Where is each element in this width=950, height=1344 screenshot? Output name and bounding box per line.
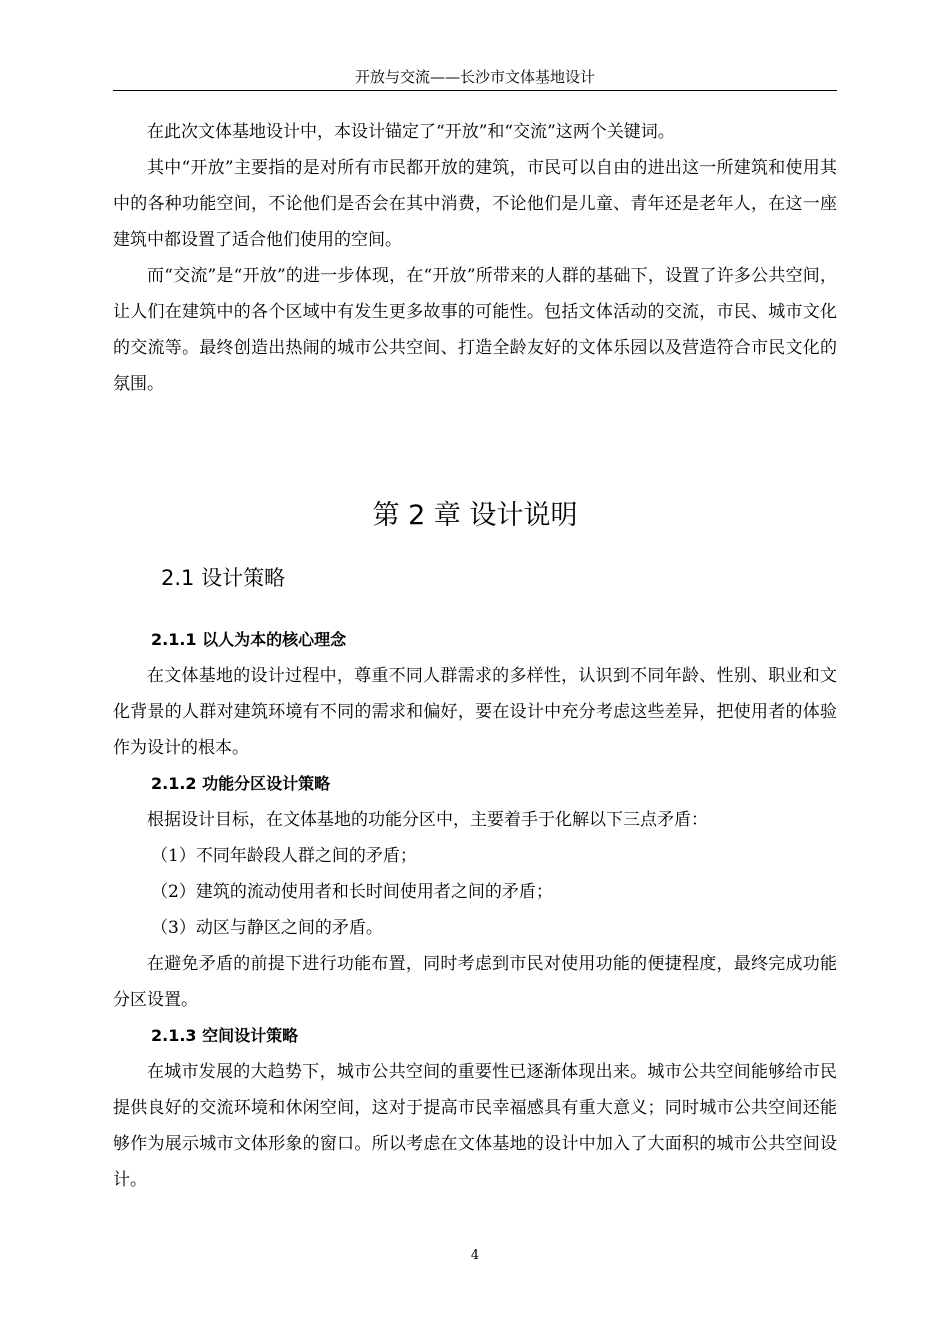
page-body xyxy=(113,114,837,1198)
subsection-title-3: 2.1.3 空间设计策略 xyxy=(151,1026,299,1045)
running-header xyxy=(113,64,837,91)
chapter-title: 第 2 章 设计说明 xyxy=(372,500,578,531)
subsection-title-1: 2.1.1 以人为本的核心理念 xyxy=(151,630,347,649)
list-item: （2）建筑的流动使用者和长时间使用者之间的矛盾； xyxy=(151,882,553,902)
page-number: 4 xyxy=(470,1248,480,1263)
subsection-1-paragraph: 在文体基地的设计过程中，尊重不同人群需求的多样性，认识到不同年龄、性别、职业和文化背景的人群对建筑环境有不同的需求和偏好，要在设计中充分考虑这些差异，把使用者的体验作为设计的根本。 xyxy=(113,666,837,758)
subsection-2-paragraph: 在避免矛盾的前提下进行功能布置，同时考虑到市民对使用功能的便捷程度，最终完成功能分区设置。 xyxy=(113,954,837,1010)
section-title: 2.1 设计策略 xyxy=(161,566,286,590)
subsection-2-lead: 根据设计目标，在文体基地的功能分区中，主要着手于化解以下三点矛盾： xyxy=(147,810,708,830)
subsection-3-paragraph: 在城市发展的大趋势下，城市公共空间的重要性已逐渐体现出来。城市公共空间能够给市民提供良好的交流环境和休闲空间，这对于提高市民幸福感具有重大意义；同时城市公共空间还能够作为展示城市文体形象的窗口。所以考虑在文体基地的设计中加入了大面积的城市公共空间设计。 xyxy=(113,1062,837,1190)
list-item: （1）不同年龄段人群之间的矛盾； xyxy=(151,846,417,866)
intro-paragraph-3: 而“交流”是“开放”的进一步体现，在“开放”所带来的人群的基础下，设置了许多公共空间，让人们在建筑中的各个区域中有发生更多故事的可能性。包括文体活动的交流，市民、城市文化的交流等。最终创造出热闹的城市公共空间、打造全龄友好的文体乐园以及营造符合市民文化的氛围。 xyxy=(113,266,837,394)
running-header-title: 开放与交流——长沙市文体基地设计 xyxy=(354,68,595,86)
intro-paragraph-1: 在此次文体基地设计中，本设计锚定了“开放”和“交流”这两个关键词。 xyxy=(147,122,675,142)
list-item: （3）动区与静区之间的矛盾。 xyxy=(151,918,383,938)
subsection-title-2: 2.1.2 功能分区设计策略 xyxy=(151,774,331,793)
intro-paragraph-2: 其中“开放”主要指的是对所有市民都开放的建筑，市民可以自由的进出这一所建筑和使用其中的各种功能空间，不论他们是否会在其中消费，不论他们是儿童、青年还是老年人，在这一座建筑中都设置了适合他们使用的空间。 xyxy=(113,158,837,250)
